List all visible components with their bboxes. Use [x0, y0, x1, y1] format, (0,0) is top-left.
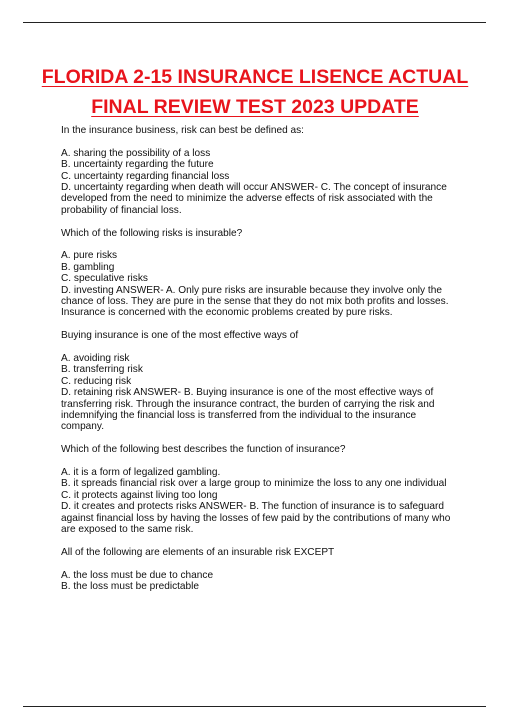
answer-options: [61, 148, 461, 216]
option-a: A. sharing the possibility of a loss: [61, 147, 211, 159]
question-text: In the insurance business, risk can best be defined as:: [61, 125, 304, 136]
title-line-2: FINAL REVIEW TEST 2023 UPDATE: [91, 96, 419, 118]
option-b: B. transferring risk: [61, 364, 143, 376]
question-text: All of the following are elements of an insurable risk EXCEPT: [61, 546, 335, 558]
option-a: A. the loss must be due to chance: [61, 569, 214, 581]
question-block: [61, 444, 461, 535]
option-c: C. it protects against living too long: [61, 489, 218, 501]
option-c: C. speculative risks: [61, 273, 148, 285]
option-d-with-answer: D. investing ANSWER- A. Only pure risks are insurable because they involve only the chance of loss. They are pure in the sense that they do not mix both profits and losses. Insurance is concerned with the economic problems created by pure risks.: [61, 284, 449, 319]
question-list: [61, 125, 461, 604]
option-d-with-answer: D. uncertainty regarding when death will occur ANSWER- C. The concept of insurance developed from the need to minimize the adverse effects of risk associated with the probability of financial loss.: [61, 182, 447, 216]
top-rule: [23, 22, 486, 23]
option-a: A. pure risks: [61, 250, 118, 262]
option-b: B. uncertainty regarding the future: [61, 159, 214, 171]
question-block: [61, 330, 461, 433]
question-text: Which of the following risks is insurable?: [61, 227, 243, 239]
option-d-with-answer: D. it creates and protects risks ANSWER- B. The function of insurance is to safeguard against financial loss by having the losses of few paid by the contributions of many who are exposed to the same risk.: [61, 501, 451, 536]
option-a: A. avoiding risk: [61, 353, 130, 365]
question-block: [61, 228, 461, 319]
option-b: B. the loss must be predictable: [61, 581, 200, 593]
option-c: C. reducing risk: [61, 375, 132, 387]
question-block: [61, 547, 461, 593]
option-a: A. it is a form of legalized gambling.: [61, 467, 221, 479]
answer-options: [61, 570, 461, 593]
question-block: [61, 125, 461, 216]
question-text: Which of the following best describes the function of insurance?: [61, 444, 346, 456]
bottom-rule: [23, 706, 486, 707]
answer-options: [61, 467, 461, 535]
document-title: [40, 62, 470, 122]
answer-options: [61, 250, 461, 318]
option-b: B. gambling: [61, 261, 115, 273]
question-text: Buying insurance is one of the most effective ways of: [61, 330, 299, 342]
title-line-1: FLORIDA 2-15 INSURANCE LISENCE ACTUAL: [41, 66, 469, 88]
answer-options: [61, 353, 461, 433]
option-d-with-answer: D. retaining risk ANSWER- B. Buying insurance is one of the most effective ways of transferring risk. Through the insurance contract, the burden of carrying the risk and indemnifying the financial loss is transferred from the individual to the insurance company.: [61, 387, 435, 433]
option-c: C. uncertainty regarding financial loss: [61, 170, 230, 182]
option-b: B. it spreads financial risk over a large group to minimize the loss to any one individual: [61, 478, 447, 490]
